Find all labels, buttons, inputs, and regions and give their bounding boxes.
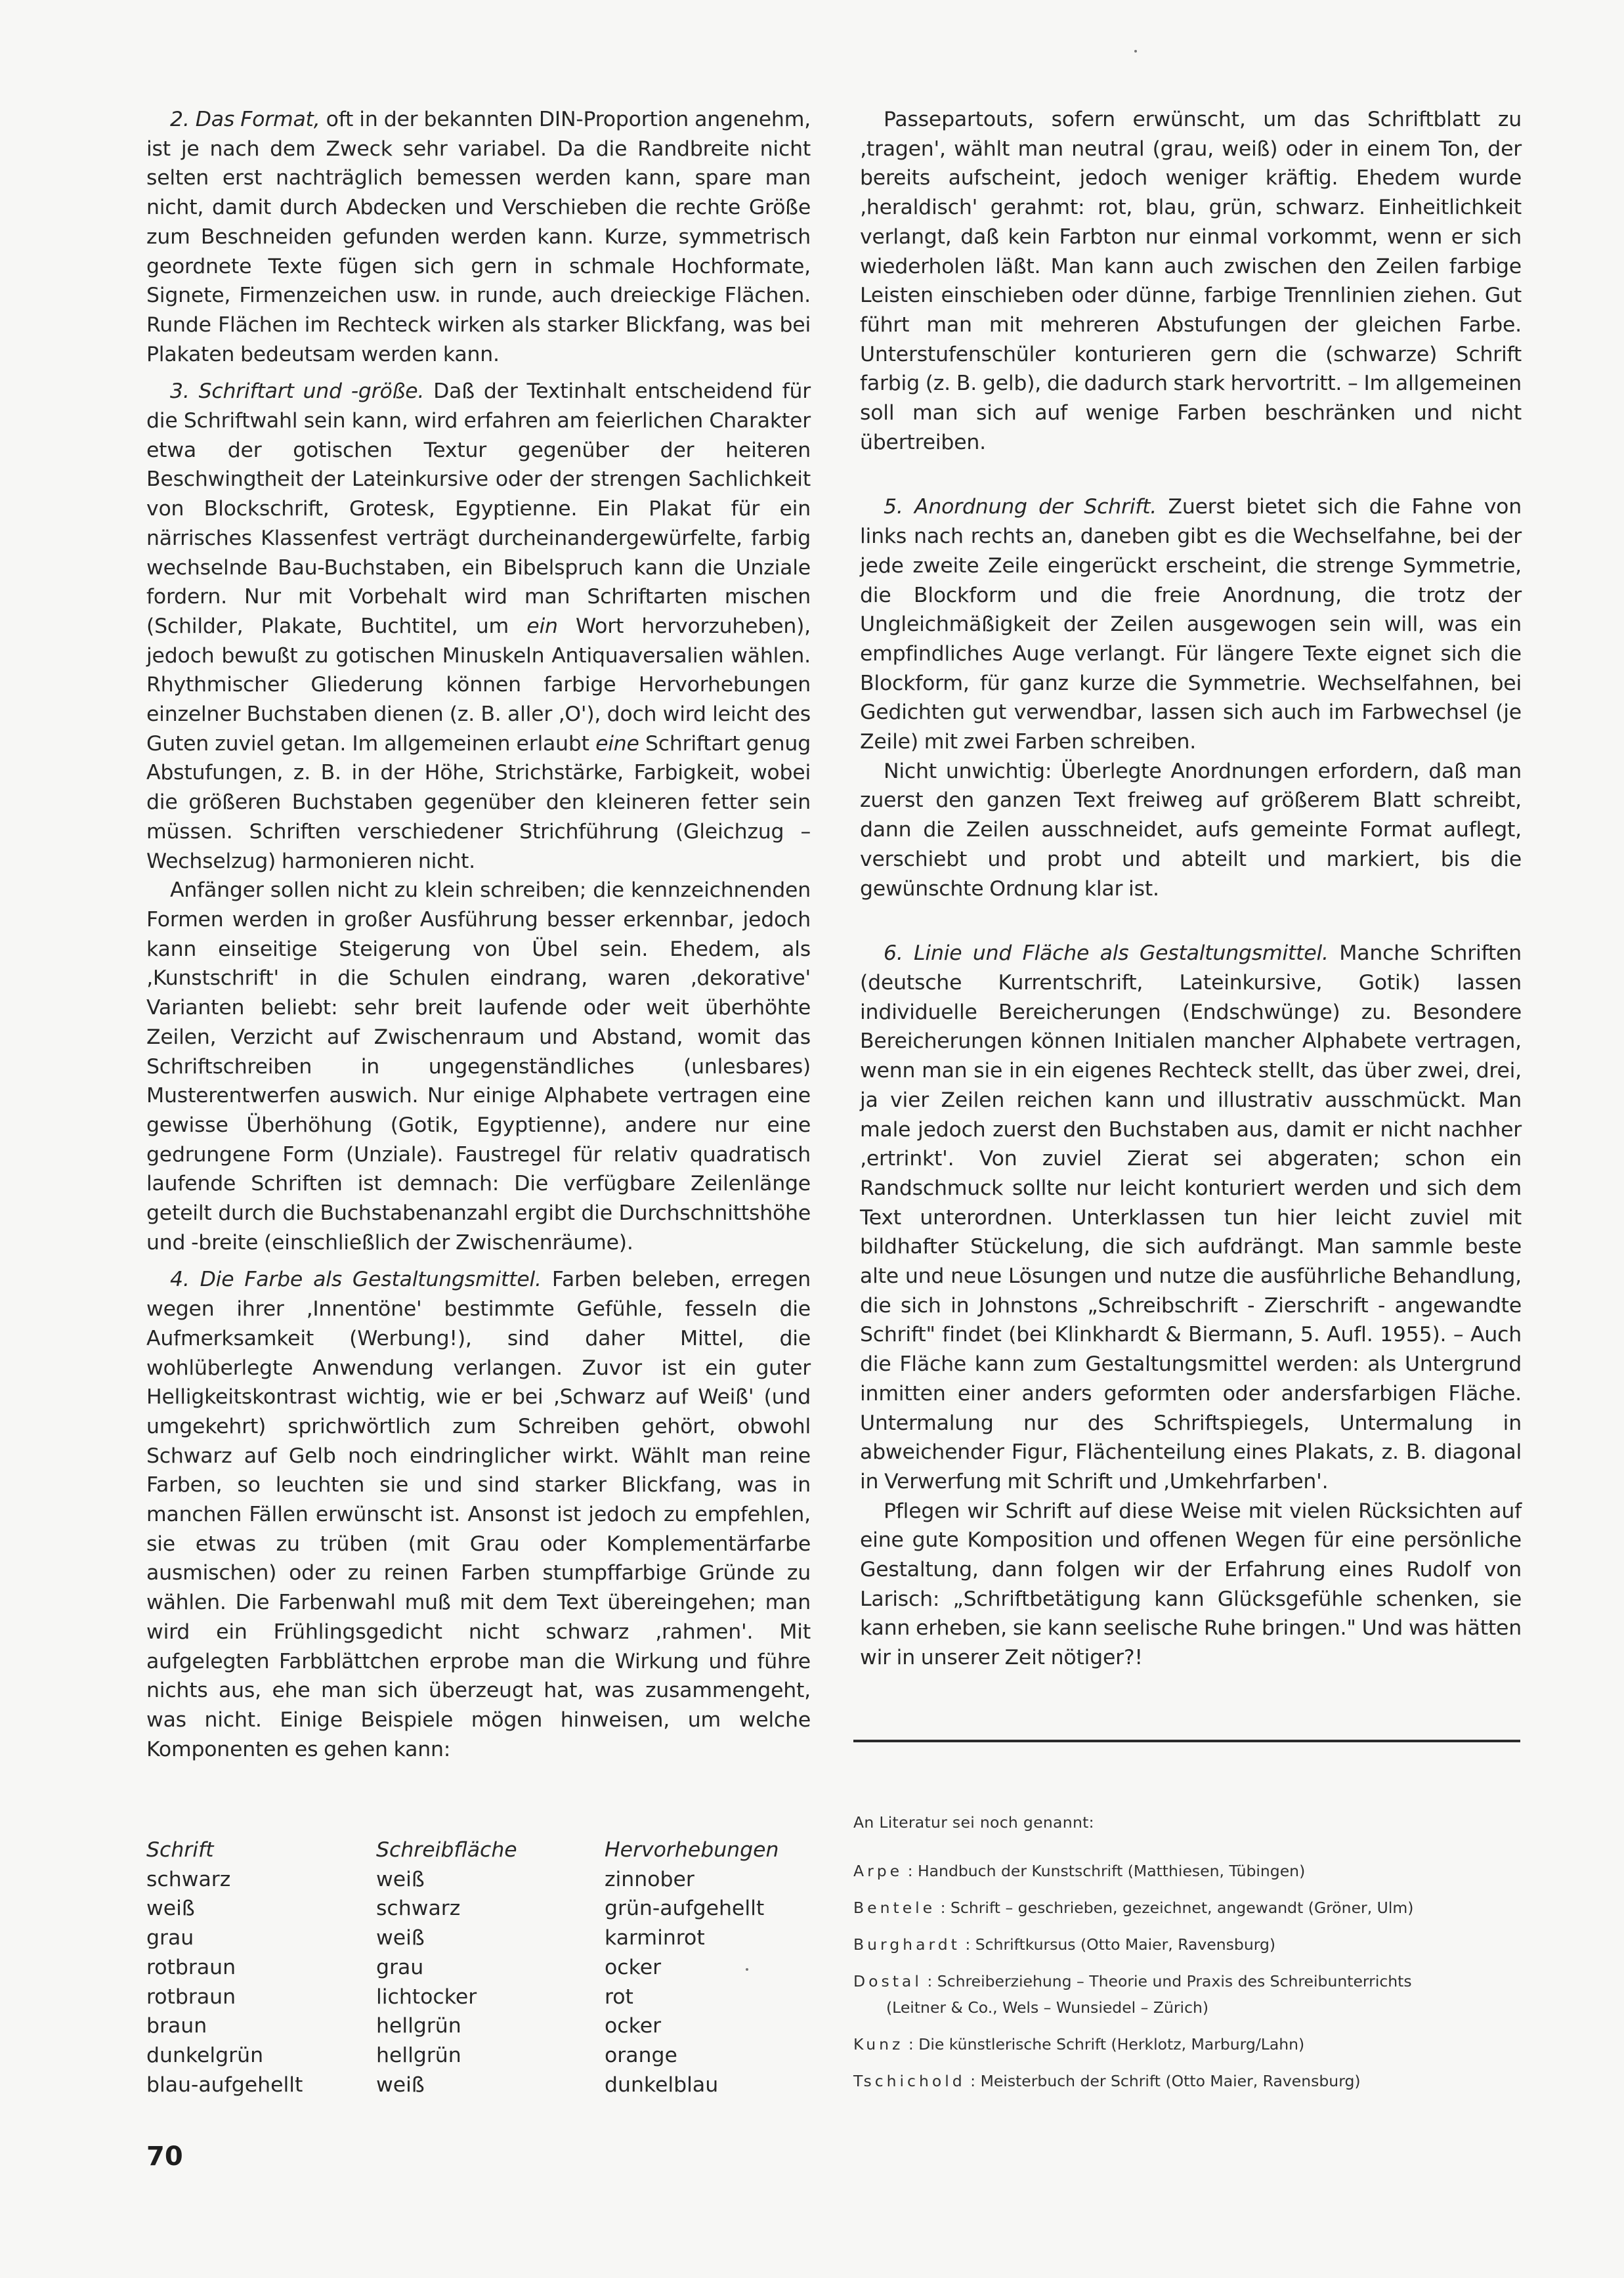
table-cell: blau-aufgehellt [146, 2073, 303, 2097]
literature-heading: An Literatur sei noch genannt: [853, 1813, 1094, 1832]
table-cell: ocker [605, 2014, 662, 2038]
right-column [860, 105, 1522, 1673]
author: Arpe [853, 1862, 903, 1880]
table-cell: weiß [146, 1897, 195, 1921]
paragraph-passepartouts: Passepartouts, sofern erwünscht, um das Schriftblatt zu ‚tragen', wählt man neutral (grau, weiß) oder in einem Ton, der bereits aufscheint, jedoch weniger kräftig. Ehedem wurde ‚heraldisch' gerahmt: rot, blau, grün, schwarz. Einheitlichkeit verlangt, daß kein Farbton nur einmal vorkommt, wenn er sich wiederholen läßt. Man kann auch zwischen den Zeilen farbige Leisten einschieben oder dünne, farbige Trennlinien ziehen. Gut führt man mit mehreren Abstufungen der gleichen Farbe. Unterstufenschüler konturieren gern die (schwarze) Schrift farbig (z. B. gelb), die dadurch stark hervortritt. – Im allgemeinen soll man sich auf wenige Farben beschränken und nicht übertreiben. [860, 108, 1522, 454]
section-heading: 5. Anordnung der Schrift. [884, 495, 1157, 519]
paragraph-anordnung [860, 492, 1522, 756]
title: Schreiberziehung – Theorie und Praxis des Schreibunterrichts [937, 1972, 1412, 1990]
paragraph-text: oft in der bekannten DIN-Proportion angenehm, ist je nach dem Zweck sehr variabel. Da die Randbreite nicht selten erst nachträglich bemessen werden kann, spare man nicht, damit durch Abdecken und Verschieben die rechte Größe zum Beschneiden gefunden werden kann. Kurze, symmetrisch geordnete Texte fügen sich gern in schmale Hochformate, Signete, Firmenzeichen usw. in runde, auch dreieckige Flächen. Runde Flächen im Rechteck wirken als starker Blickfang, was bei Plakaten bedeutsam werden kann. [146, 108, 811, 366]
table-cell: ocker [605, 1955, 662, 1979]
paragraph-schriftart [146, 377, 811, 876]
section-heading: 4. Die Farbe als Gestaltungsmittel. [170, 1268, 542, 1292]
table-row [146, 2041, 815, 2071]
table-row [146, 1923, 815, 1953]
paragraph-closing: Pflegen wir Schrift auf diese Weise mit vielen Rücksichten auf eine gute Komposition und offenen Wegen für eine persönliche Gestaltung, dann folgen wir der Erfahrung eines Rudolf von Larisch: „Schriftbetätigung kann Glücksgefühle schenken, sie kann erheben, sie kann seelische Ruhe bringen." Und was hätten wir in unserer Zeit nötiger?! [860, 1499, 1522, 1670]
paragraph-text: Zuerst bietet sich die Fahne von links nach rechts an, daneben gibt es die Wechselfahne, bei der jede zweite Zeile eingerückt erscheint, die strenge Symmetrie, die Blockform und die freie Anordnung, die trotz der Ungleichmäßigkeit der Zeilen ausgewogen sein will, was ein empfindliches Auge verlangt. Für längere Texte eignet sich die Blockform, für ganz kurze die Symmetrie. Wechselfahnen, bei Gedichten gut verwendbar, lassen sich auch im Farbwechsel (je Zeile) mit zwei Farben schreiben. [860, 495, 1522, 754]
title: Schriftkursus (Otto Maier, Ravensburg) [975, 1935, 1276, 1954]
table-row [146, 1865, 815, 1895]
table-cell: rotbraun [146, 1985, 236, 2009]
table-cell: grau [376, 1955, 424, 1979]
table-cell: weiß [376, 1867, 425, 1891]
literature-entry [853, 1931, 1529, 1958]
paragraph-anfaenger: Anfänger sollen nicht zu klein schreiben; die kennzeichnenden Formen werden in großer Ausführung besser erkennbar, jedoch kann einseitige Steigerung von Übel sein. Ehedem, als ‚Kunstschrift' in die Schulen eindrang, waren ‚dekorative' Varianten beliebt: sehr breit laufende oder weit überhöhte Zeilen, Verzicht auf Zwischenraum und Abstand, womit das Schriftschreiben in ungegenständliches (unlesbares) Musterentwerfen auswich. Nur einige Alphabete vertragen eine gewisse Überhöhung (Gotik, Egyptienne), andere nur eine gedrungene Form (Unziale). Faustregel für relativ quadratisch laufende Schriften ist demnach: Die verfügbare Zeilenlänge geteilt durch die Buchstabenanzahl ergibt die Durchschnittshöhe und -breite (einschließlich der Zwischenräume). [146, 878, 811, 1255]
table-cell: weiß [376, 1926, 425, 1950]
horizontal-rule [853, 1740, 1520, 1742]
table-row [146, 1983, 815, 2012]
paragraph-text: Daß der Textinhalt entscheidend für die Schriftwahl sein kann, wird erfahren am feierlichen Charakter etwa der gotischen Textur gegenüber der heiteren Beschwingtheit der Lateinkursive oder der strengen Sachlichkeit von Blockschrift, Grotesk, Egyptienne. Ein Plakat für ein närrisches Klassenfest verträgt durcheinandergewürfelte, farbig wechselnde Bau-Buchstaben, ein Bibelspruch kann die Unziale fordern. Nur mit Vorbehalt wird man Schriftarten mischen (Schilder, Plakate, Buchtitel, um [146, 379, 811, 638]
author: Bentele [853, 1899, 936, 1917]
literature-entry [853, 1895, 1529, 1921]
literature-entry [853, 1968, 1529, 2021]
print-speck [1134, 50, 1137, 53]
table-header-row [146, 1836, 815, 1865]
author: Tschichold [853, 2072, 966, 2090]
section-heading: 3. Schriftart und -größe. [170, 379, 425, 404]
separator: : [903, 2035, 919, 2053]
title: Die künstlerische Schrift (Herklotz, Marburg/Lahn) [918, 2035, 1305, 2053]
title-continuation: (Leitner & Co., Wels – Wunsiedel – Zürich) [886, 1998, 1209, 2017]
literature-entry [853, 2031, 1529, 2057]
table-row [146, 1894, 815, 1923]
table-cell: zinnober [605, 1867, 694, 1891]
table-cell: hellgrün [376, 2043, 461, 2067]
separator: : [960, 1935, 975, 1954]
page-number: 70 [146, 2141, 183, 2172]
separator: : [922, 1972, 937, 1990]
print-speck [746, 1968, 748, 1971]
table-cell: grau [146, 1926, 194, 1950]
paragraph-text: Schriftart genug Abstufungen, z. B. in der Höhe, Strichstärke, Farbigkeit, wobei die größeren Buchstaben gegenüber den kleineren fetter sein müssen. Schriften verschiedener Strichführung (Gleichzug – Wechselzug) harmonieren nicht. [146, 731, 811, 873]
emphasis: ein [526, 614, 558, 638]
section-heading: 6. Linie und Fläche als Gestaltungsmittel. [884, 941, 1329, 966]
paragraph-text: Farben beleben, erregen wegen ihrer ‚Innentöne' bestimmte Gefühle, fesseln die Aufmerksamkeit (Werbung!), sind daher Mittel, die wohlüberlegte Anwendung verlangen. Zuvor ist ein guter Helligkeitskontrast wichtig, wie er bei ‚Schwarz auf Weiß' (und umgekehrt) sprichwörtlich zum Schreiben gehört, obwohl Schwarz auf Gelb noch eindringlicher wirkt. Wählt man reine Farben, so leuchten sie und sind starker Blickfang, was in manchen Fällen erwünscht ist. Ansonst ist jedoch zu empfehlen, sie etwas zu trüben (mit Grau oder Komplementärfarbe ausmischen) oder zu reinen Farben stumpffarbige Gründe zu wählen. Die Farbenwahl muß mit dem Text übereingehen; man wird ein Frühlingsgedicht nicht schwarz ‚rahmen'. Mit aufgelegten Farbblättchen erprobe man die Wirkung und führe nichts aus, ehe man sich überzeugt hat, was zusammengeht, was nicht. Einige Beispiele mögen hinweisen, um welche Komponenten es gehen kann: [146, 1268, 811, 1761]
paragraph-format [146, 105, 811, 369]
paragraph-linie-flaeche [860, 939, 1522, 1496]
table-row [146, 2011, 815, 2041]
column-header: Schreibfläche [376, 1838, 517, 1862]
table-cell: rotbraun [146, 1955, 236, 1979]
table-cell: schwarz [376, 1897, 461, 1921]
paragraph-nicht-unwichtig: Nicht unwichtig: Überlegte Anordnungen erfordern, daß man zuerst den ganzen Text freiweg auf größerem Blatt schreibt, dann die Zeilen ausschneidet, aufs gemeinte Format auflegt, verschiebt und probt und abteilt und markiert, bis die gewünschte Ordnung klar ist. [860, 759, 1522, 901]
table-cell: braun [146, 2014, 207, 2038]
table-cell: orange [605, 2043, 677, 2067]
table-cell: hellgrün [376, 2014, 461, 2038]
table-cell: rot [605, 1985, 633, 2009]
table-cell: dunkelblau [605, 2073, 719, 2097]
paragraph-text: Wort hervorzuheben), jedoch bewußt zu gotischen Minuskeln Antiquaversalien wählen. Rhythmischer Gliederung können farbige Hervorhebungen einzelner Buchstaben dienen (z. B. aller ‚O'), doch wird leicht des Guten zuviel getan. Im allgemeinen erlaubt [146, 614, 811, 756]
title: Schrift – geschrieben, gezeichnet, angewandt (Gröner, Ulm) [951, 1899, 1414, 1917]
separator: : [965, 2072, 981, 2090]
separator: : [935, 1899, 951, 1917]
author: Kunz [853, 2035, 904, 2053]
table-cell: karminrot [605, 1926, 705, 1950]
column-header: Schrift [146, 1838, 214, 1862]
title: Meisterbuch der Schrift (Otto Maier, Ravensburg) [980, 2072, 1361, 2090]
literature-entry [853, 2068, 1529, 2094]
paragraph-text: Manche Schriften (deutsche Kurrentschrift, Lateinkursive, Gotik) lassen individuelle Bereicherungen (Endschwünge) zu. Besondere Bereicherungen können Initialen mancher Alphabete vertragen, wenn man sie in ein eigenes Rechteck stellt, das über zwei, drei, ja vier Zeilen reichen kann und illustrativ ausschmückt. Man male jedoch zuerst den Buchstaben aus, damit er nicht nachher ‚ertrinkt'. Von zuviel Zierat sei abgeraten; schon ein Randschmuck sollte nur leicht konturiert werden und sich dem Text unterordnen. Unterklassen tun hier leicht zuviel mit bildhafter Stückelung, die sich aufdrängt. Man sammle beste alte und neue Lösungen und nutze die ausführliche Behandlung, die sich in Johnstons „Schreibschrift - Zierschrift - angewandte Schrift" findet (bei Klinkhardt & Biermann, 5. Aufl. 1955). – Auch die Fläche kann zum Gestaltungsmittel werden: als Untergrund inmitten einer anders geformten oder andersfarbigen Fläche. Untermalung nur des Schriftspiegels, Untermalung in abweichender Figur, Flächenteilung eines Plakats, z. B. diagonal in Verwerfung mit Schrift und ‚Umkehrfarben'. [860, 941, 1522, 1494]
emphasis: eine [595, 731, 639, 756]
table-cell: schwarz [146, 1867, 231, 1891]
literature-list [853, 1813, 1529, 2105]
components-table [146, 1836, 815, 2099]
separator: : [903, 1862, 918, 1880]
author: Burghardt [853, 1935, 960, 1954]
table-row [146, 2071, 815, 2100]
table-cell: dunkelgrün [146, 2043, 264, 2067]
section-heading: 2. Das Format, [170, 108, 320, 131]
paragraph-farbe [146, 1265, 811, 1764]
author: Dostal [853, 1972, 922, 1990]
table-cell: lichtocker [376, 1985, 477, 2009]
table-row [146, 1953, 815, 1983]
literature-entry [853, 1858, 1529, 1884]
title: Handbuch der Kunstschrift (Matthiesen, Tübingen) [917, 1862, 1306, 1880]
table-cell: weiß [376, 2073, 425, 2097]
table-cell: grün-aufgehellt [605, 1897, 765, 1921]
left-column [146, 105, 811, 1764]
column-header: Hervorhebungen [605, 1838, 779, 1862]
